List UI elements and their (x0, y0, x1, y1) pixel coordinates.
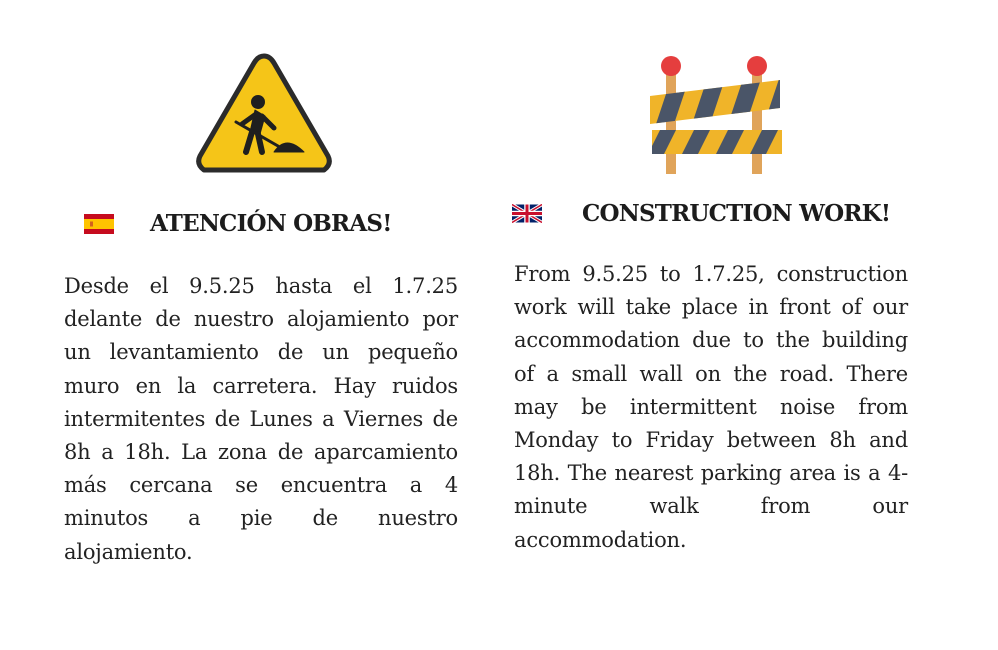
english-heading: CONSTRUCTION WORK! (582, 200, 891, 227)
road-works-warning-sign-icon (192, 48, 336, 178)
english-notice-text: From 9.5.25 to 1.7.25, construction work will take place in front of our accommodation due to the building of a small wall on the road. There may be intermittent noise from Monday to Friday between 8h and 18h. The nearest parking area is a 4-minute walk from our accommodation. (514, 262, 908, 552)
spanish-notice-text: Desde el 9.5.25 hasta el 1.7.25 delante de nuestro alojamiento por un levantamiento de un pequeño muro en la carretera. Hay ruidos intermitentes de Lunes a Viernes de 8h a 18h. La zona de aparcamiento más cercana se encuentra a 4 minutos a pie de nuestro alojamiento. (64, 274, 458, 564)
spanish-heading-row (84, 210, 392, 237)
road-barrier-icon (644, 50, 784, 178)
uk-flag-icon (512, 204, 542, 223)
english-heading-row (512, 200, 890, 227)
spanish-heading: ATENCIÓN OBRAS! (150, 210, 392, 237)
spain-flag-icon (84, 214, 114, 234)
